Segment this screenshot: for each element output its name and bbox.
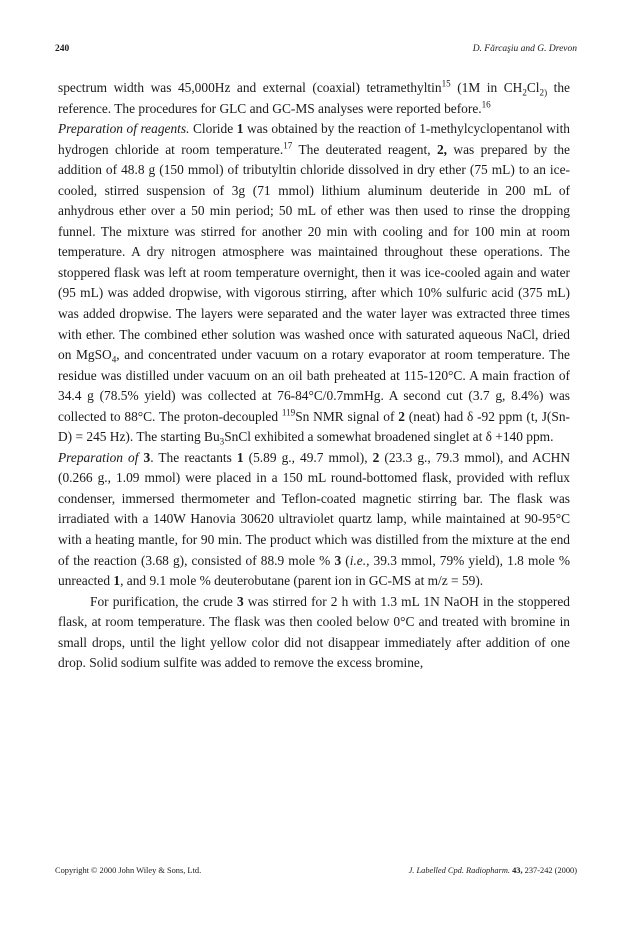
page-footer xyxy=(55,866,577,878)
text-run: (neat) had δ -92 ppm (t, J(Sn-D) = 245 Hz). The starting Bu xyxy=(58,408,570,445)
text-run: the reference. The procedures for GLC and GC-MS analyses were reported before. xyxy=(58,80,570,116)
text-run: Cloride xyxy=(189,121,237,137)
text-run: . The reactants xyxy=(150,449,237,465)
citation-superscript: 17 xyxy=(283,140,293,151)
text-run: (5.89 g., 49.7 mmol), xyxy=(243,449,373,465)
paragraph-preparation-of-3 xyxy=(58,448,570,592)
running-header xyxy=(55,44,577,58)
text-run: was obtained by the reaction of 1-methylcyclopentanol with hydrogen chloride at room temperature. xyxy=(58,121,571,157)
subscript: 4 xyxy=(111,354,117,365)
subscript: 2 xyxy=(522,87,527,98)
journal-volume: 43, xyxy=(512,866,523,875)
page-number: 240 xyxy=(55,44,70,54)
journal-citation xyxy=(409,866,577,875)
section-heading: Preparation of xyxy=(58,449,139,465)
article-body xyxy=(58,78,570,674)
text-run: was stirred for 2 h with 1.3 mL 1N NaOH in the stoppered flask, at room temperature. The flask was then cooled below 0°C and treated with bromine in small drops, until the light yellow color did not disappear immediately after addition of one drop. Solid sodium sulfite was added to remove the excess bromine, xyxy=(58,593,571,671)
running-head-authors: D. Fărcaşiu and G. Drevon xyxy=(472,44,577,54)
subscript: 2) xyxy=(539,87,548,98)
compound-number: 3 xyxy=(334,552,342,568)
text-run: The deuterated reagent, xyxy=(292,141,437,157)
text-run: Cl xyxy=(526,80,540,95)
paragraph-preparation-of-reagents xyxy=(58,119,570,448)
text-run: spectrum width was 45,000Hz and external (coaxial) tetramethyltin xyxy=(58,80,442,95)
text-run: 39.3 mmol, 79% yield), 1.8 mole % unreacted xyxy=(58,552,570,589)
text-run: SnCl exhibited a somewhat broadened singlet at δ +140 ppm. xyxy=(224,429,554,445)
journal-pages: 237-242 (2000) xyxy=(524,866,577,875)
text-run: , and concentrated under vacuum on a rotary evaporator at room temperature. The residue was distilled under vacuum on an oil bath preheated at 115-120°C. A main fraction of 34.4 g (78.5% yield) was collected at 76-84°C/0.7mmHg. A second cut (3.7 g, 8.4%) was collected to 88°C. The proton-decoupled xyxy=(58,347,570,424)
paragraph-nmr-methods xyxy=(58,78,570,119)
text-run: was prepared by the addition of 48.8 g (150 mmol) of tributyltin chloride dissolved in dry ether (75 mL) to an ice-cooled, stirred suspension of 3g (71 mmol) lithium aluminum deuteride in 200 mL of anhydrous ether over a 50 min period; 50 mL of ether was then used to rinse the dropping funnel. The mixture was stirred for another 20 min with cooling and for 100 min at room temperature. A dry nitrogen atmosphere was maintained throughout these operations. The stoppered flask was left at room temperature overnight, then it was ice-cooled again and water (95 mL) was added dropwise, with vigorous stirring, after which 10% sulfuric acid (375 mL) was added dropwise. The layers were separated and the water layer was extracted three times with ether. The combined ether solution was washed once with saturated aqueous NaCl, dried on MgSO xyxy=(58,141,570,363)
text-run: (23.3 g., 79.3 mmol), and ACHN (0.266 g., 1.09 mmol) were placed in a 150 mL round-bottomed flask, provided with reflux condenser, immersed thermometer and Teflon-coated magnetic stirring bar. The flask was irradiated with a 140W Hanovia 30620 ultraviolet quartz lamp, while maintained at 90-95°C with a heating mantle, for 90 min. The product which was distilled from the mixture at the end of the reaction (3.68 g), consisted of 88.9 mole % xyxy=(58,449,570,568)
compound-number: 2, xyxy=(436,141,448,157)
copyright-notice: Copyright © 2000 John Wiley & Sons, Ltd. xyxy=(55,866,202,875)
paragraph-purification xyxy=(58,592,570,674)
citation-superscript: 15 xyxy=(441,78,451,89)
isotope-superscript: 119 xyxy=(281,407,296,418)
subscript: 3 xyxy=(219,436,225,447)
compound-number: 2 xyxy=(398,408,405,424)
journal-name: J. Labelled Cpd. Radiopharm. xyxy=(408,866,510,875)
compound-number: 3 xyxy=(143,449,151,465)
citation-superscript: 16 xyxy=(481,99,491,110)
section-heading: Preparation of reagents. xyxy=(58,121,190,137)
text-run: , and 9.1 mole % deuterobutane (parent ion in GC-MS at m/z = 59). xyxy=(120,573,484,589)
compound-number: 3 xyxy=(236,593,244,609)
text-run: Sn NMR signal of xyxy=(295,408,399,424)
compound-number: 2 xyxy=(372,449,380,465)
compound-number: 1 xyxy=(236,121,244,137)
text-run: (1M in CH xyxy=(450,80,523,95)
text-run: ( xyxy=(341,552,350,568)
compound-number: 1 xyxy=(113,573,121,589)
italic-abbreviation: i.e., xyxy=(349,552,370,568)
text-run: For purification, the crude xyxy=(90,593,237,609)
compound-number: 1 xyxy=(236,449,244,465)
